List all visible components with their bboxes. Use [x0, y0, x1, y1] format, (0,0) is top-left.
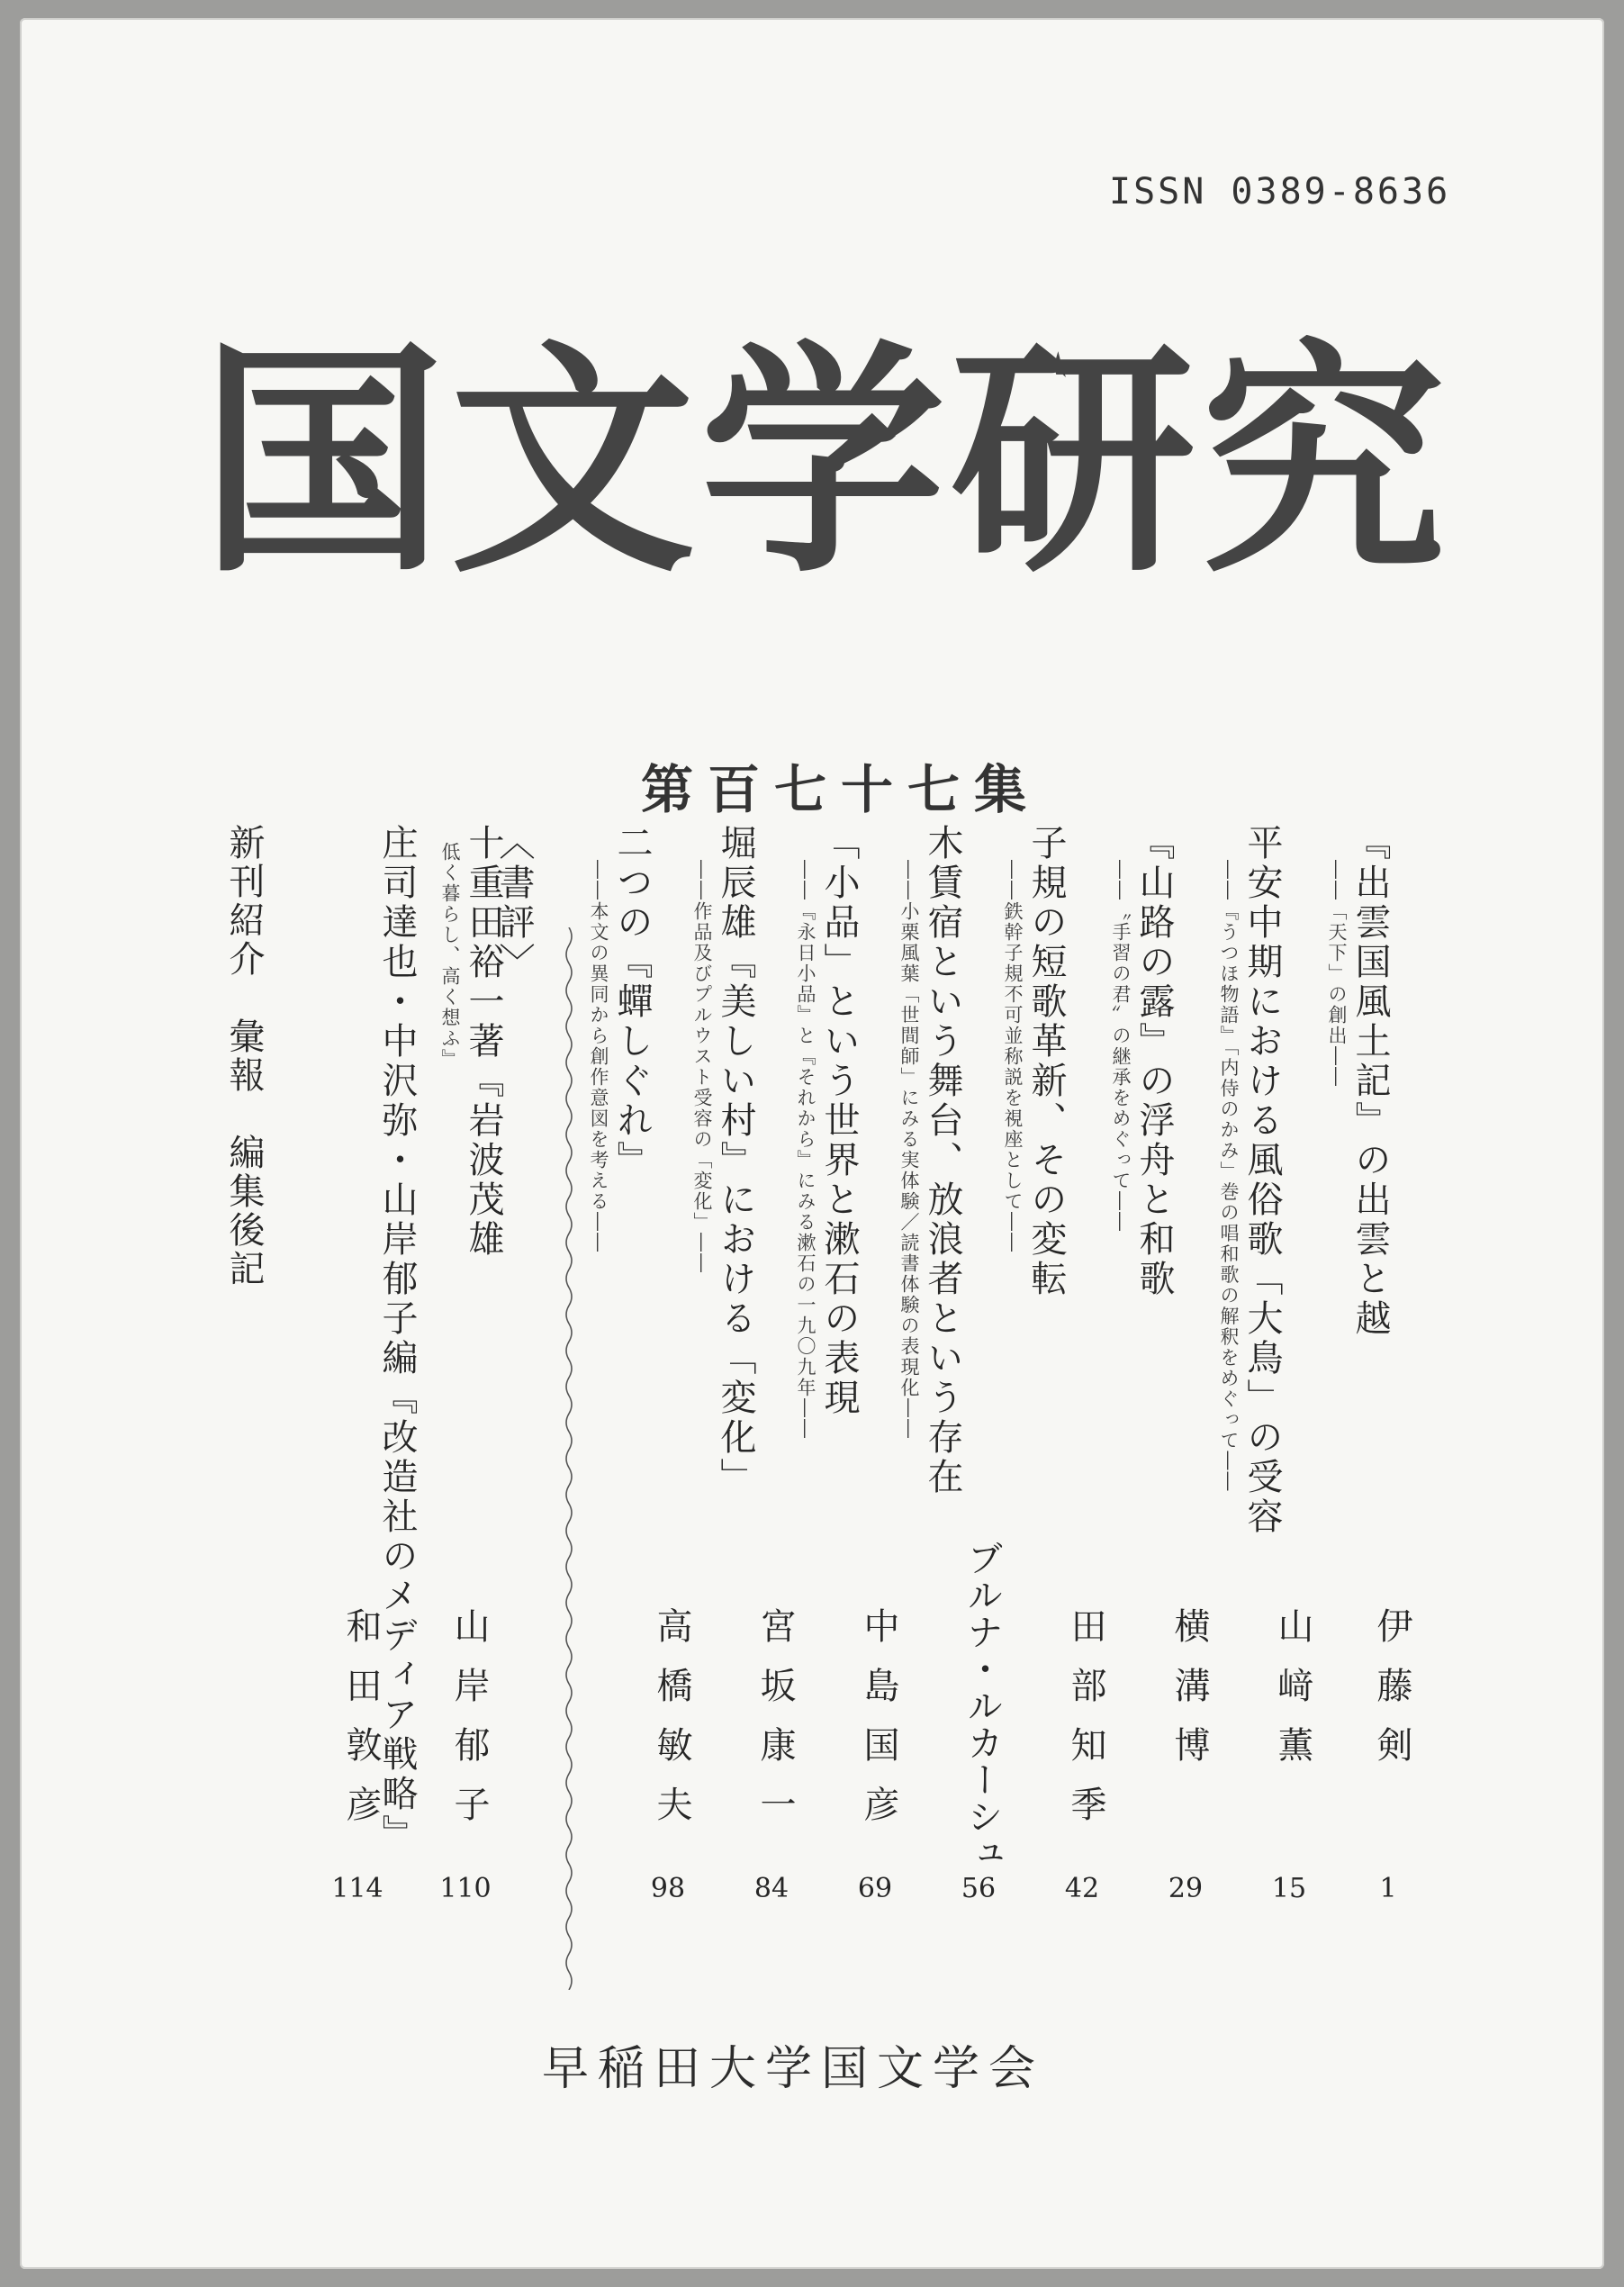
article-subtitle: ――『永日小品』と『それから』にみる漱石の一九〇九年―― [795, 860, 817, 1440]
page-number: 56 [961, 1873, 997, 1904]
page-number: 110 [439, 1873, 492, 1904]
toc-entry [1325, 824, 1392, 1339]
author-name: 山岸郁子 [448, 1607, 490, 1845]
page-number: 15 [1271, 1873, 1307, 1904]
article-title: 『出雲国風土記』の出雲と越 [1349, 824, 1391, 1339]
article-title: 「小品」という世界と漱石の表現 [818, 824, 860, 1418]
author-name: 中島国彦 [858, 1607, 899, 1845]
review-subtitle: 低く暮らし、高く想ふ』 [439, 842, 461, 1070]
issn-number: ISSN 0389-8636 [1109, 171, 1451, 212]
journal-cover [20, 18, 1604, 2269]
author-name: 和田敦彦 [340, 1607, 382, 1845]
toc-entry [587, 824, 654, 1253]
page-number: 69 [857, 1873, 893, 1904]
article-subtitle: ――『うつほ物語』「内侍のかみ」巻の唱和歌の解釈をめぐって―― [1218, 860, 1240, 1493]
page-number: 98 [650, 1873, 686, 1904]
article-subtitle: ――本文の異同から創作意図を考える―― [588, 860, 609, 1253]
article-title: 堀辰雄『美しい村』における「変化」 [715, 824, 756, 1497]
page-number: 1 [1379, 1873, 1397, 1904]
toc-entry [1109, 824, 1176, 1299]
article-title: 子規の短歌革新、その変転 [1025, 824, 1067, 1299]
journal-title: 国文学研究 [200, 321, 1451, 606]
toc-entry [794, 824, 861, 1440]
author-name: 田部知季 [1065, 1607, 1106, 1845]
toc-entry [1217, 824, 1284, 1537]
publisher-name: 早稲田大学国文学会 [542, 2042, 1045, 2096]
article-subtitle: ――鉄幹子規不可並称説を視座として―― [1002, 860, 1024, 1253]
author-name: 山﨑薫 [1272, 1607, 1313, 1785]
page-number: 84 [753, 1873, 789, 1904]
toc-entry [898, 824, 964, 1497]
review-entry [438, 824, 505, 1260]
article-title: 平安中期における風俗歌「大鳥」の受容 [1241, 824, 1283, 1537]
author-name: 宮坂康一 [754, 1607, 796, 1845]
wavy-divider [560, 927, 578, 1990]
misc-sections: 新刊紹介 彙報 編集後記 [223, 824, 265, 1288]
author-name: 高橋敏夫 [651, 1607, 692, 1845]
review-title: 庄司達也・中沢弥・山岸郁子編『改造社のメディア戦略』 [376, 824, 418, 1854]
issue-number: 第百七十七集 [641, 759, 1042, 820]
toc-entry [1001, 824, 1068, 1299]
page-number: 29 [1168, 1873, 1204, 1904]
page-number: 42 [1064, 1873, 1100, 1904]
review-heading: 〈書評〉 [493, 824, 535, 982]
author-name: 横溝博 [1168, 1607, 1210, 1785]
article-subtitle: ――〝手習の君〟の継承をめぐって―― [1110, 860, 1132, 1233]
review-title: 十重田裕一著『岩波茂雄 [463, 824, 504, 1260]
author-name: 伊藤剣 [1371, 1607, 1412, 1785]
article-title: 木賃宿という舞台、放浪者という存在 [922, 824, 963, 1497]
article-subtitle: ――作品及びプルウスト受容の「変化」―― [691, 860, 713, 1274]
page-number: 114 [331, 1873, 383, 1904]
toc-entry [690, 824, 757, 1497]
article-subtitle: ――小栗風葉「世間師」にみる実体験／読書体験の表現化―― [898, 860, 920, 1440]
article-title: 『山路の露』の浮舟と和歌 [1133, 824, 1175, 1299]
author-name: ブルナ・ルカーシュ [961, 1540, 1003, 1872]
article-title: 二つの『蟬しぐれ』 [611, 824, 653, 1180]
article-subtitle: ――「天下」の創出―― [1326, 860, 1348, 1088]
